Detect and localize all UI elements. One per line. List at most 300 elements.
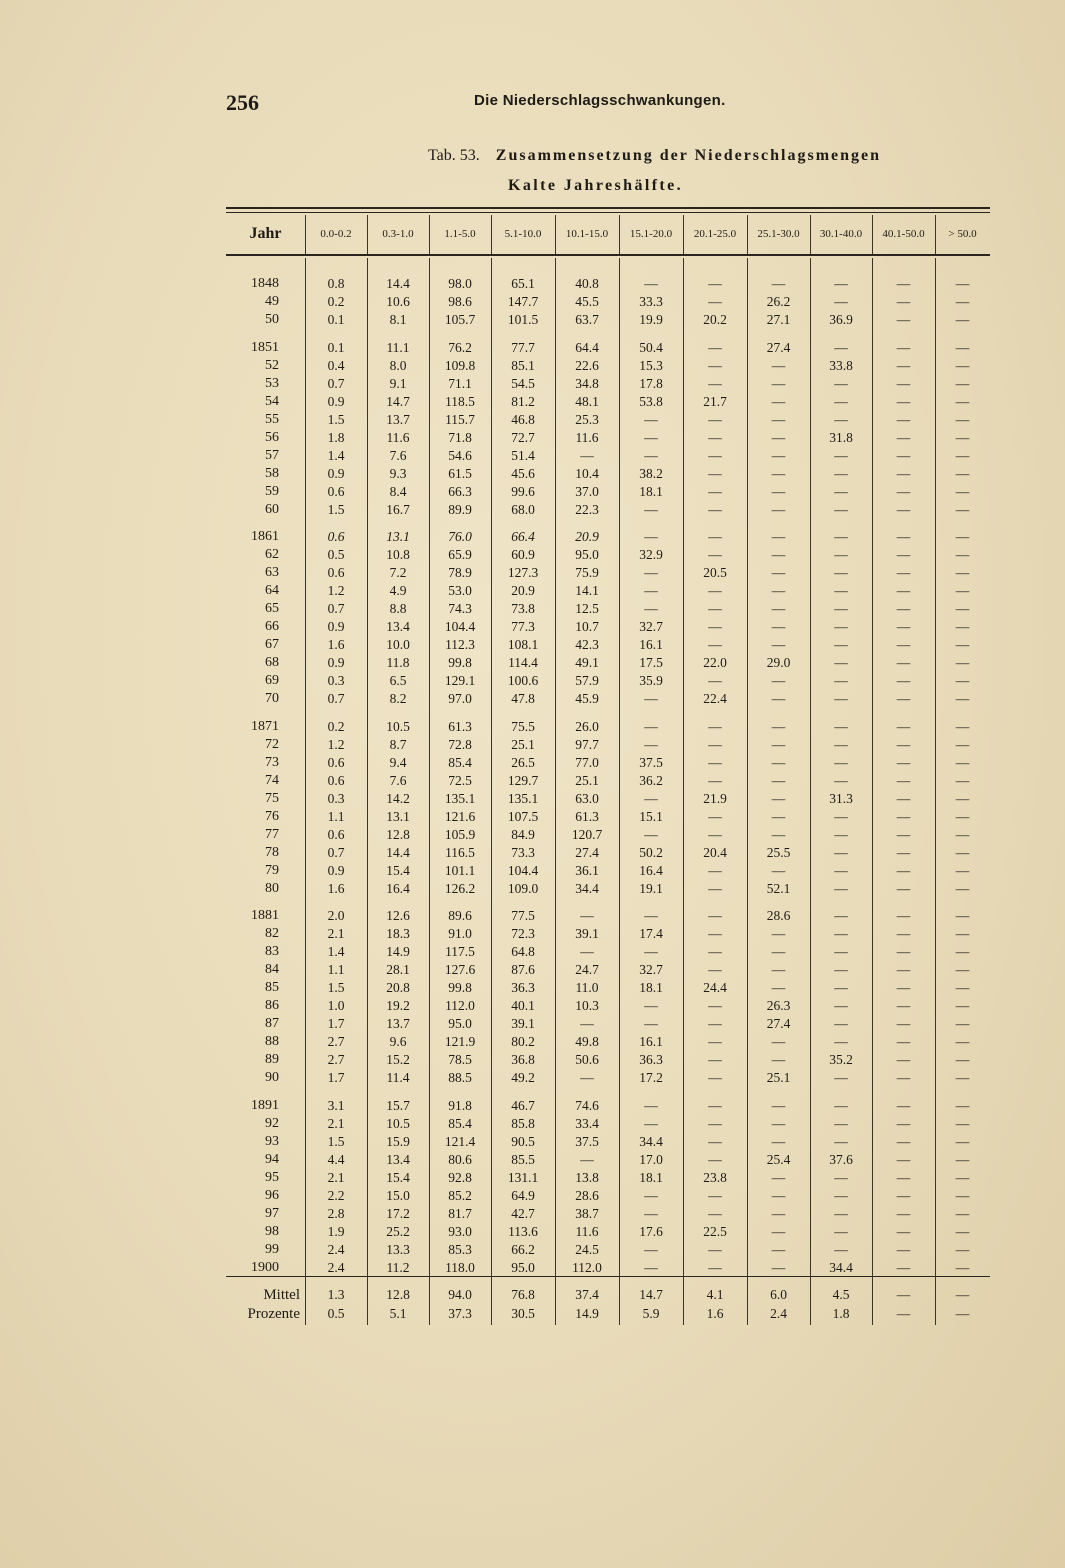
- table-cell: —: [896, 619, 911, 634]
- table-cell: —: [834, 980, 848, 995]
- table-cell: 101.1: [444, 863, 476, 878]
- table-cell: 1.5: [327, 1134, 345, 1149]
- table-cell: 104.4: [507, 863, 539, 878]
- table-cell: —: [771, 673, 786, 688]
- table-cell: 15.4: [386, 1170, 410, 1185]
- table-cell: —: [771, 1098, 786, 1113]
- summary-cell: 37.3: [448, 1306, 472, 1321]
- table-cell: 0.1: [327, 340, 345, 355]
- header-bottom-rule: [226, 254, 990, 256]
- table-cell: —: [708, 294, 722, 309]
- table-cell: 3.1: [327, 1098, 345, 1113]
- table-cell: —: [896, 276, 911, 291]
- table-cell: —: [834, 547, 848, 562]
- column-divider: [429, 258, 430, 1325]
- table-cell: —: [955, 1170, 970, 1185]
- table-cell: 50.2: [639, 845, 663, 860]
- table-cell: 2.1: [327, 1170, 345, 1185]
- table-cell: 112.0: [572, 1260, 602, 1275]
- table-cell: 27.4: [766, 340, 791, 355]
- table-cell: 115.7: [445, 412, 475, 427]
- table-cell: —: [771, 755, 786, 770]
- table-cell: 34.8: [575, 376, 599, 391]
- table-cell: 95.0: [448, 1016, 472, 1031]
- table-cell: 40.8: [575, 276, 599, 291]
- table-cell: 66.3: [448, 484, 472, 499]
- table-cell: 0.6: [327, 565, 345, 580]
- summary-cell: 14.9: [575, 1306, 599, 1321]
- table-cell: 72.3: [511, 926, 535, 941]
- summary-cell: 1.3: [327, 1287, 345, 1302]
- table-cell: 50.6: [575, 1052, 599, 1067]
- table-cell: 1.1: [327, 962, 345, 977]
- table-cell: —: [955, 719, 970, 734]
- table-cell: —: [834, 1134, 848, 1149]
- column-header: > 50.0: [948, 228, 977, 240]
- table-cell: —: [771, 962, 786, 977]
- table-cell: 17.4: [639, 926, 663, 941]
- year-label: 78: [265, 845, 279, 860]
- table-cell: —: [834, 294, 848, 309]
- table-cell: —: [708, 809, 722, 824]
- table-cell: 66.4: [511, 529, 535, 544]
- table-cell: 99.8: [448, 980, 472, 995]
- table-cell: 40.1: [511, 998, 535, 1013]
- table-cell: —: [644, 719, 658, 734]
- table-cell: 21.7: [703, 394, 727, 409]
- table-cell: 49.2: [511, 1070, 535, 1085]
- table-cell: —: [708, 1152, 722, 1167]
- table-cell: 34.4: [575, 881, 599, 896]
- table-cell: —: [708, 529, 722, 544]
- year-label: 55: [265, 412, 279, 427]
- table-cell: 0.6: [327, 773, 345, 788]
- table-cell: 75.5: [511, 719, 535, 734]
- table-cell: 61.3: [448, 719, 472, 734]
- table-cell: 11.6: [575, 1224, 599, 1239]
- table-cell: —: [896, 312, 911, 327]
- table-cell: 0.7: [327, 691, 345, 706]
- table-cell: 116.5: [445, 845, 475, 860]
- table-cell: 36.2: [639, 773, 663, 788]
- year-label: 82: [265, 926, 279, 941]
- table-number: Tab. 53.: [428, 147, 480, 164]
- table-cell: 120.7: [571, 827, 603, 842]
- table-cell: 1.0: [327, 998, 345, 1013]
- table-cell: —: [896, 863, 911, 878]
- table-cell: 24.5: [575, 1242, 599, 1257]
- table-cell: —: [771, 565, 786, 580]
- table-cell: 36.9: [829, 312, 853, 327]
- year-label: 74: [265, 773, 279, 788]
- table-cell: —: [708, 1242, 722, 1257]
- table-cell: —: [708, 340, 722, 355]
- table-cell: —: [644, 529, 658, 544]
- table-cell: 14.4: [386, 845, 410, 860]
- table-cell: —: [834, 845, 848, 860]
- table-cell: —: [955, 502, 970, 517]
- table-cell: 25.3: [575, 412, 599, 427]
- table-cell: —: [955, 809, 970, 824]
- column-divider: [872, 258, 873, 1325]
- table-cell: 0.2: [327, 719, 345, 734]
- column-divider: [491, 258, 492, 1325]
- table-cell: 10.7: [575, 619, 599, 634]
- table-cell: 19.2: [386, 998, 410, 1013]
- header-column-divider: [683, 215, 684, 254]
- table-cell: —: [644, 827, 658, 842]
- table-cell: —: [834, 502, 848, 517]
- table-cell: —: [834, 376, 848, 391]
- table-cell: 101.5: [507, 312, 539, 327]
- table-cell: —: [896, 998, 911, 1013]
- year-label: 70: [265, 691, 279, 706]
- table-cell: 25.1: [766, 1070, 791, 1085]
- table-cell: —: [955, 673, 970, 688]
- table-cell: 25.4: [766, 1152, 791, 1167]
- table-cell: 85.4: [448, 1116, 472, 1131]
- table-cell: 99.8: [448, 655, 472, 670]
- table-cell: 20.2: [703, 312, 727, 327]
- table-cell: 15.3: [639, 358, 663, 373]
- table-cell: 74.6: [575, 1098, 599, 1113]
- table-cell: 9.3: [389, 466, 407, 481]
- table-cell: —: [644, 998, 658, 1013]
- table-cell: —: [708, 1034, 722, 1049]
- table-cell: 11.8: [386, 655, 410, 670]
- table-cell: —: [896, 791, 911, 806]
- table-cell: 2.4: [327, 1242, 345, 1257]
- year-label: 99: [265, 1242, 279, 1257]
- year-label: 89: [265, 1052, 279, 1067]
- table-cell: 2.2: [327, 1188, 345, 1203]
- table-cell: —: [771, 547, 786, 562]
- table-cell: —: [896, 294, 911, 309]
- table-cell: —: [955, 637, 970, 652]
- table-cell: 8.8: [389, 601, 407, 616]
- table-cell: —: [644, 1116, 658, 1131]
- table-cell: 78.9: [448, 565, 472, 580]
- table-cell: —: [708, 1016, 722, 1031]
- table-cell: —: [644, 1242, 658, 1257]
- table-cell: 17.5: [639, 655, 663, 670]
- table-cell: —: [896, 827, 911, 842]
- table-cell: —: [771, 358, 786, 373]
- column-divider: [619, 258, 620, 1325]
- table-cell: 1.7: [327, 1070, 345, 1085]
- table-cell: 80.2: [511, 1034, 535, 1049]
- table-cell: —: [771, 394, 786, 409]
- table-cell: 19.1: [639, 881, 663, 896]
- year-label: 94: [265, 1152, 279, 1167]
- table-cell: 42.3: [575, 637, 599, 652]
- table-cell: 22.0: [703, 655, 727, 670]
- table-cell: —: [771, 412, 786, 427]
- table-cell: —: [834, 276, 848, 291]
- table-cell: 118.5: [445, 394, 475, 409]
- table-cell: —: [955, 276, 970, 291]
- table-cell: 26.2: [766, 294, 791, 309]
- table-cell: 129.7: [507, 773, 539, 788]
- table-cell: —: [771, 863, 786, 878]
- table-cell: —: [644, 1188, 658, 1203]
- table-cell: —: [708, 430, 722, 445]
- table-cell: —: [834, 1188, 848, 1203]
- table-cell: 75.9: [575, 565, 599, 580]
- table-cell: —: [834, 394, 848, 409]
- table-cell: —: [644, 1206, 658, 1221]
- table-cell: —: [834, 448, 848, 463]
- table-cell: —: [955, 619, 970, 634]
- table-cell: —: [834, 908, 848, 923]
- summary-cell: 5.1: [389, 1306, 407, 1321]
- table-cell: 9.1: [389, 376, 407, 391]
- table-cell: 37.0: [575, 484, 599, 499]
- table-cell: 27.4: [575, 845, 599, 860]
- table-cell: —: [771, 484, 786, 499]
- table-cell: 77.0: [575, 755, 599, 770]
- table-cell: 14.4: [386, 276, 410, 291]
- table-cell: 73.3: [511, 845, 535, 860]
- table-cell: 17.0: [639, 1152, 663, 1167]
- table-cell: —: [896, 484, 911, 499]
- table-cell: —: [896, 655, 911, 670]
- table-cell: —: [834, 773, 848, 788]
- header-column-divider: [555, 215, 556, 254]
- table-cell: 1.8: [327, 430, 345, 445]
- table-cell: 16.1: [639, 637, 663, 652]
- column-header: 0.0-0.2: [320, 228, 352, 240]
- table-cell: 109.8: [444, 358, 476, 373]
- table-cell: —: [955, 312, 970, 327]
- year-label: 90: [265, 1070, 279, 1085]
- table-cell: 35.9: [639, 673, 663, 688]
- table-cell: —: [896, 719, 911, 734]
- table-cell: 20.5: [703, 565, 727, 580]
- table-cell: —: [708, 962, 722, 977]
- summary-cell: 1.8: [832, 1306, 850, 1321]
- table-cell: 37.6: [829, 1152, 853, 1167]
- table-cell: —: [896, 466, 911, 481]
- table-cell: —: [708, 1098, 722, 1113]
- table-cell: —: [771, 1052, 786, 1067]
- table-cell: 4.9: [389, 583, 407, 598]
- table-cell: 74.3: [448, 601, 472, 616]
- table-cell: 22.4: [703, 691, 727, 706]
- table-cell: 17.8: [639, 376, 663, 391]
- table-cell: 33.3: [639, 294, 663, 309]
- table-cell: 11.1: [386, 340, 410, 355]
- year-label: 57: [265, 448, 279, 463]
- year-label: 1861: [251, 529, 279, 544]
- table-cell: 76.2: [448, 340, 472, 355]
- table-cell: 113.6: [508, 1224, 538, 1239]
- table-cell: —: [955, 601, 970, 616]
- table-cell: 46.8: [511, 412, 535, 427]
- table-cell: —: [644, 601, 658, 616]
- table-cell: —: [834, 827, 848, 842]
- table-cell: —: [708, 737, 722, 752]
- table-cell: —: [955, 1070, 970, 1085]
- table-cell: 87.6: [511, 962, 535, 977]
- table-cell: 2.0: [327, 908, 345, 923]
- table-cell: 81.7: [448, 1206, 472, 1221]
- table-cell: 16.7: [386, 502, 410, 517]
- table-cell: —: [771, 376, 786, 391]
- page-number: 256: [226, 90, 259, 115]
- table-cell: 1.2: [327, 737, 345, 752]
- table-cell: 10.8: [386, 547, 410, 562]
- table-cell: 7.6: [389, 448, 407, 463]
- header-column-divider: [429, 215, 430, 254]
- table-cell: 64.9: [511, 1188, 535, 1203]
- table-cell: —: [834, 655, 848, 670]
- year-label: 65: [265, 601, 279, 616]
- table-cell: 13.7: [386, 412, 410, 427]
- table-cell: —: [955, 881, 970, 896]
- header-column-divider: [619, 215, 620, 254]
- table-cell: —: [708, 1188, 722, 1203]
- table-cell: 57.9: [575, 673, 599, 688]
- table-cell: 108.1: [507, 637, 539, 652]
- table-cell: 129.1: [444, 673, 476, 688]
- table-cell: —: [955, 565, 970, 580]
- table-cell: 1.5: [327, 502, 345, 517]
- table-cell: 61.5: [448, 466, 472, 481]
- table-cell: 68.0: [511, 502, 535, 517]
- table-cell: 10.3: [575, 998, 599, 1013]
- table-cell: 36.3: [639, 1052, 663, 1067]
- table-cell: —: [955, 944, 970, 959]
- table-cell: 0.9: [327, 466, 345, 481]
- table-cell: 18.1: [639, 980, 663, 995]
- table-cell: 127.6: [444, 962, 476, 977]
- table-cell: 36.3: [511, 980, 535, 995]
- table-cell: —: [896, 502, 911, 517]
- table-cell: —: [896, 1134, 911, 1149]
- table-cell: 15.0: [386, 1188, 410, 1203]
- table-cell: —: [834, 944, 848, 959]
- table-cell: 20.4: [703, 845, 727, 860]
- table-cell: 9.4: [389, 755, 407, 770]
- table-cell: —: [708, 637, 722, 652]
- table-cell: 36.1: [575, 863, 599, 878]
- table-cell: 16.1: [639, 1034, 663, 1049]
- table-cell: 63.7: [575, 312, 599, 327]
- table-cell: —: [708, 1134, 722, 1149]
- table-header: [226, 215, 990, 253]
- table-cell: —: [955, 1016, 970, 1031]
- table-cell: 11.0: [575, 980, 599, 995]
- table-cell: 63.0: [575, 791, 599, 806]
- table-cell: —: [896, 737, 911, 752]
- table-cell: 109.0: [507, 881, 539, 896]
- table-cell: 84.9: [511, 827, 535, 842]
- table-cell: 112.0: [445, 998, 475, 1013]
- table-cell: —: [708, 547, 722, 562]
- table-cell: 0.7: [327, 601, 345, 616]
- table-cell: —: [896, 412, 911, 427]
- table-cell: 26.3: [766, 998, 791, 1013]
- table-cell: —: [834, 1016, 848, 1031]
- table-cell: 33.8: [829, 358, 853, 373]
- year-label: 98: [265, 1224, 279, 1239]
- table-cell: —: [644, 908, 658, 923]
- year-label: 1891: [251, 1098, 279, 1113]
- summary-cell: —: [896, 1287, 911, 1302]
- table-cell: 2.1: [327, 926, 345, 941]
- table-cell: 31.3: [829, 791, 853, 806]
- table-cell: —: [644, 1098, 658, 1113]
- table-cell: 71.1: [448, 376, 472, 391]
- table-cell: 14.7: [386, 394, 410, 409]
- summary-cell: 5.9: [642, 1306, 660, 1321]
- table-cell: 85.8: [511, 1116, 535, 1131]
- year-label: 88: [265, 1034, 279, 1049]
- column-header: 5.1-10.0: [504, 228, 542, 240]
- table-cell: 0.9: [327, 619, 345, 634]
- table-cell: 64.4: [575, 340, 599, 355]
- table-cell: 39.1: [575, 926, 599, 941]
- table-cell: 89.6: [448, 908, 472, 923]
- table-cell: —: [896, 529, 911, 544]
- table-cell: 65.1: [511, 276, 535, 291]
- table-cell: 85.2: [448, 1188, 472, 1203]
- table-cell: 18.3: [386, 926, 410, 941]
- table-cell: 26.5: [511, 755, 535, 770]
- table-cell: 121.6: [444, 809, 476, 824]
- table-cell: 53.8: [639, 394, 663, 409]
- table-cell: —: [644, 1016, 658, 1031]
- table-subtitle: Kalte Jahreshälfte.: [508, 177, 684, 194]
- table-cell: —: [834, 1242, 848, 1257]
- table-cell: —: [708, 484, 722, 499]
- table-cell: —: [771, 719, 786, 734]
- table-cell: —: [771, 601, 786, 616]
- summary-cell: —: [955, 1287, 970, 1302]
- table-cell: —: [896, 1152, 911, 1167]
- table-cell: 25.1: [511, 737, 535, 752]
- table-cell: —: [708, 773, 722, 788]
- year-label: 52: [265, 358, 279, 373]
- table-cell: —: [896, 1242, 911, 1257]
- table-cell: —: [955, 294, 970, 309]
- table-cell: —: [708, 1052, 722, 1067]
- table-cell: 45.9: [575, 691, 599, 706]
- table-cell: —: [955, 376, 970, 391]
- table-cell: 15.1: [639, 809, 663, 824]
- table-cell: 54.5: [511, 376, 535, 391]
- table-cell: 51.4: [511, 448, 535, 463]
- summary-cell: 76.8: [511, 1287, 535, 1302]
- table-cell: 37.5: [639, 755, 663, 770]
- table-cell: —: [644, 412, 658, 427]
- table-cell: —: [834, 601, 848, 616]
- header-column-divider: [491, 215, 492, 254]
- table-cell: —: [896, 673, 911, 688]
- table-cell: 54.6: [448, 448, 472, 463]
- table-cell: —: [955, 691, 970, 706]
- table-cell: —: [771, 944, 786, 959]
- table-cell: 16.4: [386, 881, 410, 896]
- table-cell: —: [955, 394, 970, 409]
- table-cell: —: [834, 529, 848, 544]
- table-cell: —: [955, 980, 970, 995]
- table-cell: 34.4: [829, 1260, 853, 1275]
- table-cell: 22.3: [575, 502, 599, 517]
- table-cell: 10.4: [575, 466, 599, 481]
- table-cell: —: [771, 737, 786, 752]
